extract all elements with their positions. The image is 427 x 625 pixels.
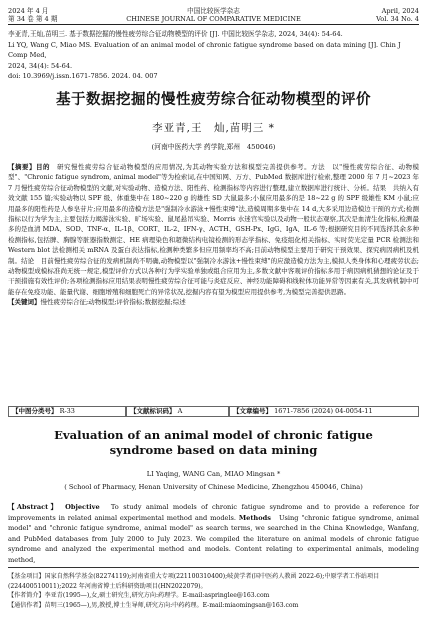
abstract-text-cn: 研究慢性疲劳综合征动物模型的应用情况,为其动物实验方法和模型完善提供参考。方法 以"慢性疲劳综合征、动物模型"、"Chronic fatigue syndrom, animal model"等为检索词,在中国知网、万方、PubMed 数据库进行检索,整理 2000 年 7 月~2023 年 7 月慢性疲劳综合征动物模型的文献,对实验动物、造模方法、阳性药、检测指标等内容进行整理,建立数据库进行统计、分析。结果 共纳入有效文献 155 篇;实验动物以 SPF 级、体重集中在 180~220 g 的雄性 SD 大鼠最多;小鼠应用最多的是 18~22 g 的 SPF 级雄性 KM 小鼠;应用最多的阳性药是人参皂苷片;应用最多的造模方法是"强制冷水游泳+慢性束缚"法,造模周期多集中在 14 d,大多采用边造模边干预的方式;检测指标以行为学为主,主要包括力竭游泳实验、旷场实验、鼠尾悬吊实验、Morris 水迷宫实验以及动物一般状态观察,其次是血清生化指标,检测最多的是血清 MDA、SOD、TNF-α、IL-1β、CORT、IL-2、IFN-γ、ACTH、GSH-Px、IgG、IgA、IL-6 等;根据研究目的不同选择其余多种检测指标,包括脾、胸腺等脏器指数测定、HE 病理染色和超微结构电镜检测的形态学指标、免疫组化相关指标、实时荧光定量 PCR 检测法和 Western blot 法检测相关 mRNA 及蛋白表达指标,检测种类繁多但应用频率均不高;目前动物模型主要用于研究干预效果、探究病因病机及机制。结论 目前慢性疲劳综合征的发病机制尚不明确,动物模型以"强制冷水游泳+慢性束缚"的应激造模方法为主,模拟人类身体和心理疲劳状态;动物模型成模标准尚无统一规定,模型评价方式以各种行为学实验单独或组合应用为主,多数文献中客观评价指标多用于病因病机猜想的论证及于干预措施有效性评价;各项检测指标应用结果表明慢性疲劳综合征可能与炎症反应、神经功能障碍和线粒体功能异常等因素有关,其发病机制中可能存在免疫功能、能量代谢、细胞增殖和细胞死亡的异常状况,挖掘内容有望为模型应用提供参考,为模型完善提供思路。	[8, 163, 420, 296]
article-title-cn: 基于数据挖掘的慢性疲劳综合征动物模型的评价	[56, 91, 371, 108]
citation-en-cont: 2024, 34(4): 54-64.	[8, 61, 73, 70]
affiliation-cn: (河南中医药大学 药学院,郑州 450046)	[151, 143, 276, 151]
header-date: 2024 年 4 月	[8, 7, 49, 15]
citation-block	[8, 29, 419, 82]
abstract-text-en: To study animal models of chronic fatigue syndrome and to provide a reference for improvements in related animal experimental method and models.	[8, 503, 419, 522]
citation-en: Li YQ, Wang C, Miao MS. Evaluation of an animal model of chronic fatigue syndrome based on data mining [J]. Chin J Comp Med,	[8, 40, 401, 59]
doi: doi: 10.3969/j.issn.1671-7856. 2024. 04. 007	[8, 72, 158, 80]
header-divider	[8, 24, 419, 25]
abstract-en	[8, 502, 419, 565]
authors-cn: 李亚青,王 灿,苗明三 *	[152, 122, 275, 134]
keywords-label: 【关键词】	[8, 298, 41, 307]
keywords: 慢性疲劳综合征;动物模型;评价指标;数据挖掘;综述	[40, 298, 186, 307]
article-number: 【文章编号】 1671-7856 (2024) 04-0054-11	[229, 406, 419, 417]
header-center	[8, 7, 419, 23]
keywords-row	[8, 297, 419, 307]
author-note: 【作者简介】李亚青(1995—),女,硕士研究生,研究方向:药理学。E-mail:aspringlee@163.com	[8, 592, 270, 600]
abstract-cn	[8, 162, 419, 308]
abstract-label: 【摘要】	[8, 163, 36, 171]
objective-label-en: Objective	[65, 503, 100, 511]
footnote-divider	[8, 567, 419, 568]
methods-text-en: Using "chronic fatigue syndrome, animal model" and "chronic fatigue syndrome, animal model" as search terms, we searched in the China Knowledge, Wanfang, and PubMed databases from July 2000 to July 2023. We compiled the literature on animal models of chronic fatigue syndrome and analyzed the experimental method and models. Content relating to experimental animals, modeling method,	[8, 513, 419, 564]
fund-note: 【基金项目】国家自然科学基金(82274119);河南省重大专项(221100310400);岐黄学者(国中医药人教函 2022-6);中原学者工作站项目(224400510011);2022 年河南省博士后科研资助项目(HN2022079)。	[8, 573, 380, 590]
affiliation-en: ( School of Pharmacy, Henan University of Chinese Medicine, Zhengzhou 450046, China)	[64, 483, 363, 491]
objective-label: 目的	[35, 163, 50, 171]
corresponding-note: 【通信作者】苗明三(1965—),男,教授,博士生导师,研究方向:中药药理。E-mail:miaomingsan@163.com	[8, 601, 299, 609]
footnotes	[8, 572, 419, 610]
doc-code: 【文献标识码】 A	[126, 406, 229, 417]
class-number: 【中图分类号】 R-33	[8, 406, 126, 417]
authors-en: LI Yaqing, WANG Can, MIAO Mingsan *	[146, 470, 281, 478]
methods-label-en: Methods	[238, 513, 271, 522]
abstract-label-en: 【Abstract】	[8, 503, 57, 511]
header-volume: 第 34 卷 第 4 期	[8, 15, 58, 23]
journal-name-en: CHINESE JOURNAL OF COMPARATIVE MEDICINE	[126, 15, 301, 23]
journal-name-cn: 中国比较医学杂志	[187, 7, 240, 15]
classification-row	[8, 406, 419, 417]
article-title-en: Evaluation of an animal model of chronic fatigue syndrome based on data mining	[54, 428, 373, 457]
header-volume-en: Vol. 34 No. 4	[376, 15, 419, 23]
citation-cn: 李亚青,王灿,苗明三. 基于数据挖掘的慢性疲劳综合征动物模型的评价 [J]. 中国比较医学杂志, 2024, 34(4): 54-64.	[8, 30, 343, 38]
header-date-en: April, 2024	[381, 7, 419, 15]
header-right	[376, 7, 419, 23]
